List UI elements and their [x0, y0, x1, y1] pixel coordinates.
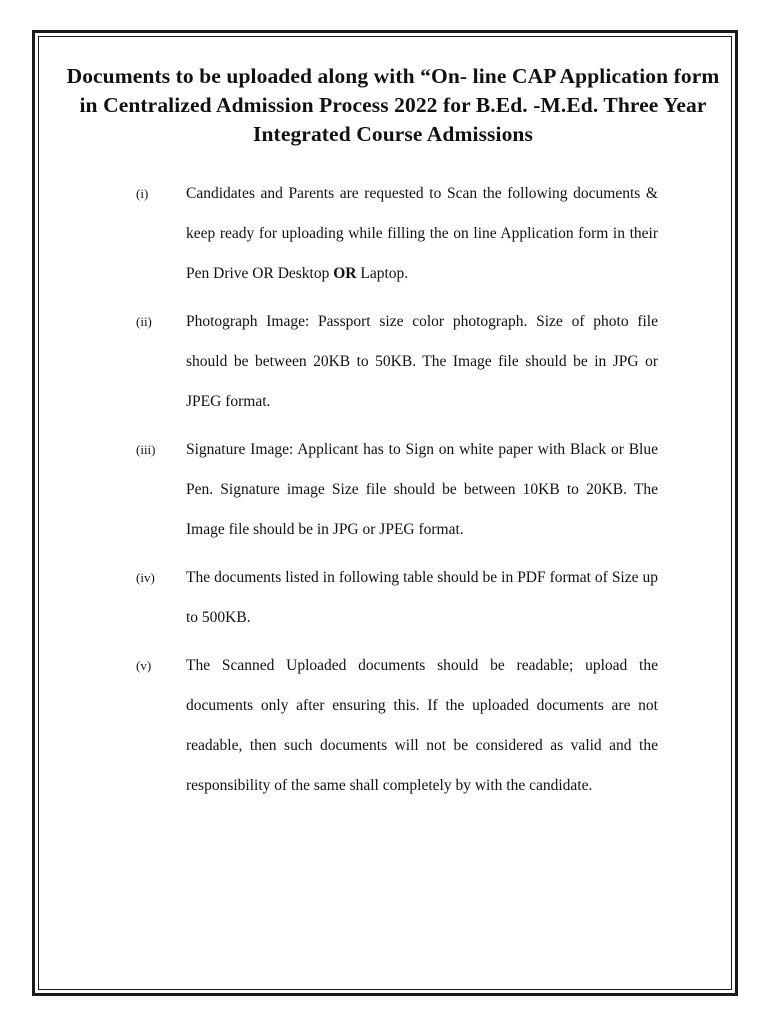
list-item — [136, 558, 658, 638]
instruction-list — [136, 174, 658, 814]
list-item-text: Signature Image: Applicant has to Sign on white paper with Black or Blue Pen. Signature image Size file should be between 10KB to 20KB. The Image file should be in JPG or JPEG format. — [186, 441, 658, 538]
list-marker: (iii) — [136, 442, 156, 457]
list-marker: (ii) — [136, 314, 152, 329]
list-item-text-before: Candidates and Parents are requested to Scan the following documents & keep ready for uploading while filling the on line Application form in their Pen Drive OR Desktop — [186, 185, 658, 282]
list-item — [136, 302, 658, 422]
list-item-text: Photograph Image: Passport size color photograph. Size of photo file should be between 20KB to 50KB. The Image file should be in JPG or JPEG format. — [186, 313, 658, 410]
list-item-text: The documents listed in following table should be in PDF format of Size up to 500KB. — [186, 569, 658, 626]
list-item — [136, 430, 658, 550]
list-item — [136, 174, 658, 294]
list-item-text: The Scanned Uploaded documents should be readable; upload the documents only after ensuring this. If the uploaded documents are not readable, then such documents will not be considered as valid and the responsibility of the same shall completely by with the candidate. — [186, 657, 658, 794]
list-marker: (v) — [136, 658, 152, 673]
list-item-text-bold: OR — [333, 265, 357, 282]
list-marker: (iv) — [136, 570, 155, 585]
list-marker: (i) — [136, 186, 149, 201]
list-item-text-after: Laptop. — [356, 265, 409, 282]
list-item-text — [186, 174, 658, 294]
list-item — [136, 646, 658, 806]
document-title: Documents to be uploaded along with “On- line CAP Application form in Centralized Admission Process 2022 for B.Ed. -M.Ed. Three Year Integrated Course Admissions — [66, 64, 720, 146]
